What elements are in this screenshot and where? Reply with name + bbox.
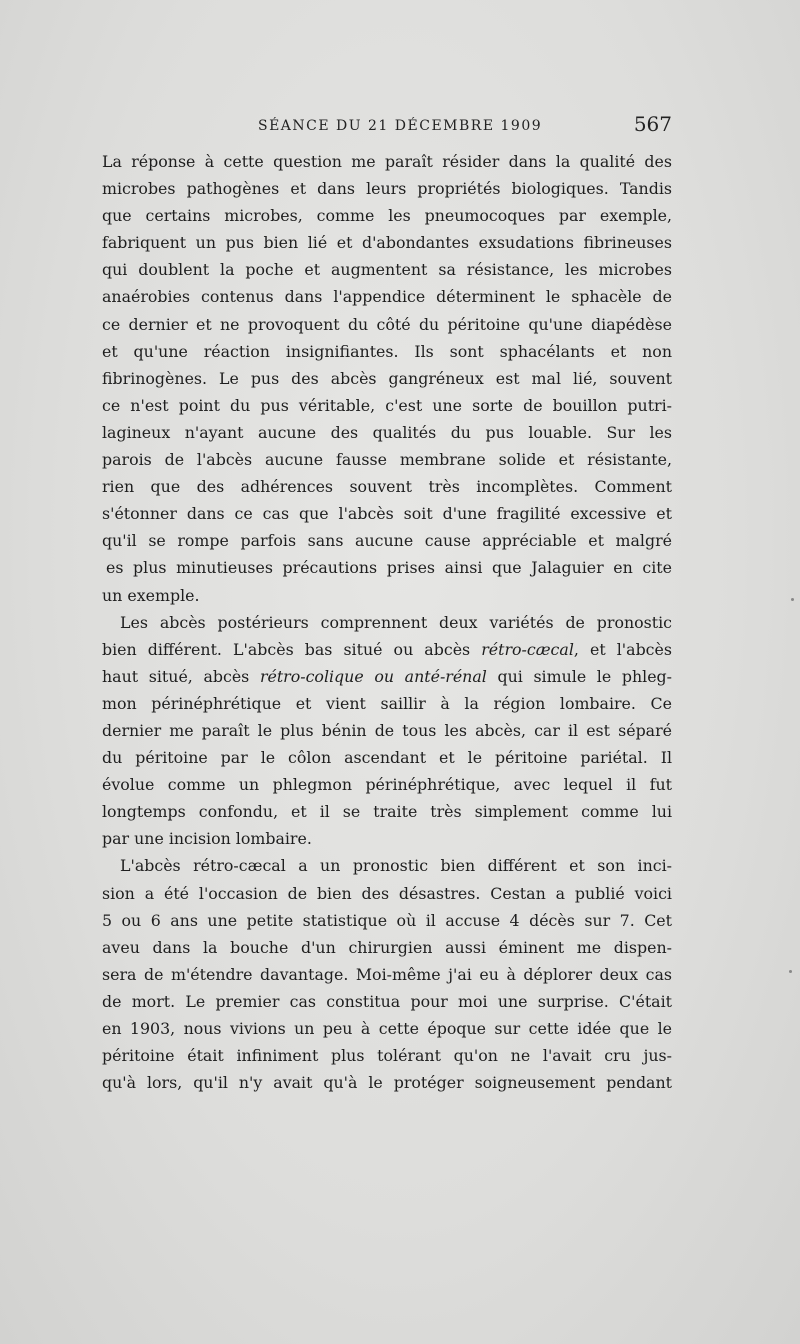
text-line: qui doublent la poche et augmentent sa résistance, les microbes: [102, 260, 672, 280]
text-line: s'étonner dans ce cas que l'abcès soit d'une fragilité excessive et: [102, 504, 672, 524]
paragraph-1: [102, 148, 672, 609]
text-line: sera de m'étendre davantage. Moi-même j'ai eu à déplorer deux cas: [102, 964, 672, 984]
text-line: ce dernier et ne provoquent du côté du péritoine qu'une diapédèse: [102, 314, 672, 334]
text-line: mon périnéphrétique et vient saillir à la région lombaire. Ce: [102, 693, 672, 713]
page-header: [100, 112, 680, 142]
text-line: La réponse à cette question me paraît résider dans la qualité des: [102, 152, 672, 171]
text-line: qu'il se rompe parfois sans aucune cause appréciable et malgré: [102, 531, 672, 551]
italic-term: rétro-colique ou anté-rénal: [259, 666, 487, 686]
page-number: 567: [633, 112, 672, 136]
text-line: de mort. Le premier cas constitua pour moi une surprise. C'était: [102, 991, 672, 1011]
text-line: fibrinogènes. Le pus des abcès gangréneux est mal lié, souvent: [102, 368, 672, 388]
text-line-with-italic: [102, 663, 672, 690]
text-line: 5 ou 6 ans une petite statistique où il accuse 4 décès sur 7. Cet: [102, 910, 672, 930]
text-segment: qui simule le phleg-: [486, 666, 672, 686]
paragraph-3: [102, 852, 672, 1096]
text-line: Les abcès postérieurs comprennent deux variétés de pronostic: [120, 612, 672, 632]
text-line: lagineux n'ayant aucune des qualités du pus louable. Sur les: [102, 422, 672, 442]
text-line: qu'à lors, qu'il n'y avait qu'à le protéger soigneusement pendant: [102, 1073, 672, 1093]
paragraph-2: [102, 609, 672, 853]
text-line: dernier me paraît le plus bénin de tous les abcès, car il est séparé: [102, 720, 672, 740]
text-line: et qu'une réaction insignifiantes. Ils sont sphacélants et non: [102, 341, 672, 361]
text-segment: bien différent. L'abcès bas situé ou abcès: [102, 639, 482, 659]
text-line: rien que des adhérences souvent très incomplètes. Comment: [102, 477, 672, 497]
text-line: longtemps confondu, et il se traite très simplement comme lui: [102, 802, 672, 822]
scan-speck: [791, 598, 794, 601]
text-line: péritoine était infiniment plus tolérant qu'on ne l'avait cru jus-: [102, 1046, 672, 1066]
text-line: sion a été l'occasion de bien des désastres. Cestan a publié voici: [102, 883, 672, 903]
text-line: parois de l'abcès aucune fausse membrane solide et résistante,: [102, 450, 672, 470]
text-segment: , et l'abcès: [573, 639, 672, 659]
text-line: aveu dans la bouche d'un chirurgien aussi éminent me dispen-: [102, 937, 672, 957]
text-line: microbes pathogènes et dans leurs propriétés biologiques. Tandis: [102, 179, 672, 199]
text-line: ce n'est point du pus véritable, c'est une sorte de bouillon putri-: [102, 395, 672, 415]
italic-term: rétro-cæcal: [481, 639, 574, 659]
text-segment: haut situé, abcès: [102, 666, 260, 686]
running-head: SÉANCE DU 21 DÉCEMBRE 1909: [258, 118, 543, 134]
text-line: fabriquent un pus bien lié et d'abondantes exsudations fibrineuses: [102, 233, 672, 253]
text-line-with-italic: [102, 636, 672, 663]
text-line: es plus minutieuses précautions prises ainsi que Jalaguier en cite: [106, 558, 672, 578]
text-line: du péritoine par le côlon ascendant et le péritoine pariétal. Il: [102, 748, 672, 768]
body-text: [102, 148, 672, 1096]
text-line: évolue comme un phlegmon périnéphrétique, avec lequel il fut: [102, 775, 672, 795]
text-line: un exemple.: [102, 585, 200, 605]
text-line: L'abcès rétro-cæcal a un pronostic bien différent et son inci-: [120, 856, 672, 876]
text-line: que certains microbes, comme les pneumocoques par exemple,: [102, 206, 672, 226]
text-line: en 1903, nous vivions un peu à cette époque sur cette idée que le: [102, 1019, 672, 1038]
text-line: par une incision lombaire.: [102, 829, 312, 849]
scan-speck: [789, 970, 792, 973]
text-line: anaérobies contenus dans l'appendice déterminent le sphacèle de: [102, 287, 672, 307]
